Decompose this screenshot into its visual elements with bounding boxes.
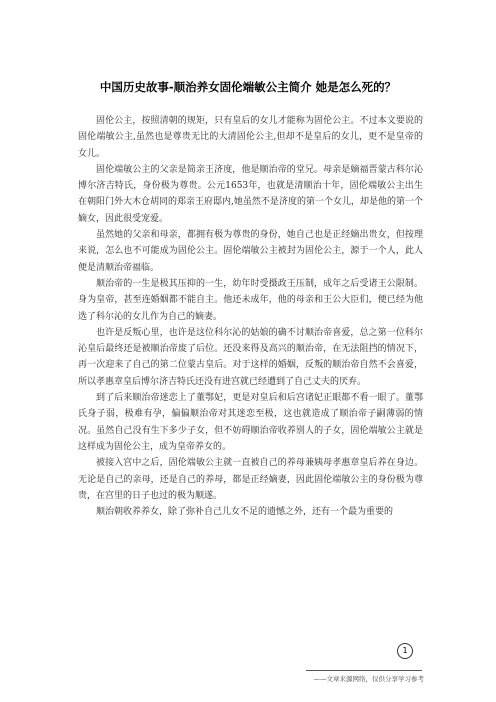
footer-divider <box>306 670 422 671</box>
page-title: 中国历史故事-顺治养女固伦端敏公主简介 她是怎么死的？ <box>99 80 397 94</box>
article-body <box>78 113 423 520</box>
paragraph: 顺治朝收养养女，除了弥补自己儿女不足的遗憾之外，还有一个最为重要的 <box>96 507 394 518</box>
paragraph: 到了后来顺治帝迷恋上了董鄂妃，更是对皇后和后宫诸妃正眼都不看一眼了。董鄂氏身子弱，极难有孕，偏偏顺治帝对其迷恋至极，这也就造成了顺治帝子嗣薄弱的情况。虽然自己没有生下多少子女，但不妨碍顺治帝收养别人的子女，固伦端敏公主就是这样成为固伦公主，成为皇帝养女的。 <box>78 393 423 452</box>
paragraph: 虽然她的父亲和母亲，都拥有极为尊贵的身份，她自己也是正经嫡出贵女，但按理来说，怎么也不可能成为固伦公主。固伦端敏公主被封为固伦公主，源于一个人，此人便是清顺治帝福临。 <box>78 230 423 273</box>
paragraph: 被接入宫中之后，固伦端敏公主就一直被自己的养母兼姨母孝惠章皇后养在身边。无论是自己的亲母，还是自己的养母，都是正经嫡妻，因此固伦端敏公主的身份极为尊贵，在宫里的日子也过的极为顺遂。 <box>78 458 423 501</box>
page-number: 1 <box>397 643 413 659</box>
paragraph: 固伦端敏公主的父亲是简亲王济度，他是顺治帝的堂兄。母亲是嫡福晋蒙古科尔沁博尔济吉特氏，身份极为尊贵。公元1653年，也就是清顺治十年，固伦端敏公主出生在朝阳门外大木仓胡同的郑亲王府邸内,她虽然不是济度的第一个女儿，却是他的第一个嫡女，因此很受宠爱。 <box>78 164 423 224</box>
paragraph: 顺治帝的一生是极其压抑的一生，幼年时受摄政王压制，成年之后受诸王公限制。身为皇帝，甚至连婚姻都不能自主。他还未成年，他的母亲和王公大臣们，便已经为他选了科尔沁的女儿作为自己的嫡妻。 <box>78 278 423 322</box>
footer-note: ——文章来源网络，仅供分享学习参考 <box>313 675 424 683</box>
paragraph: 也许是反叛心里，也许是这位科尔沁的姑娘的确不讨顺治帝喜爱，总之第一位科尔沁皇后最终还是被顺治帝废了后位。还没来得及高兴的顺治帝，在无法阻挡的情况下，再一次迎来了自己的第二位蒙古皇后。对于这样的婚姻，反叛的顺治帝自然不会喜爱，所以孝惠章皇后博尔济吉特氏还没有进宫就已经遭到了自己丈夫的厌弃。 <box>78 327 423 387</box>
paragraph: 固伦公主，按照清朝的规矩，只有皇后的女儿才能称为固伦公主。不过本文要说的固伦端敏公主,虽然也是尊贵无比的大清固伦公主,但却不是皇后的女儿，更不是皇帝的女儿。 <box>78 116 423 159</box>
